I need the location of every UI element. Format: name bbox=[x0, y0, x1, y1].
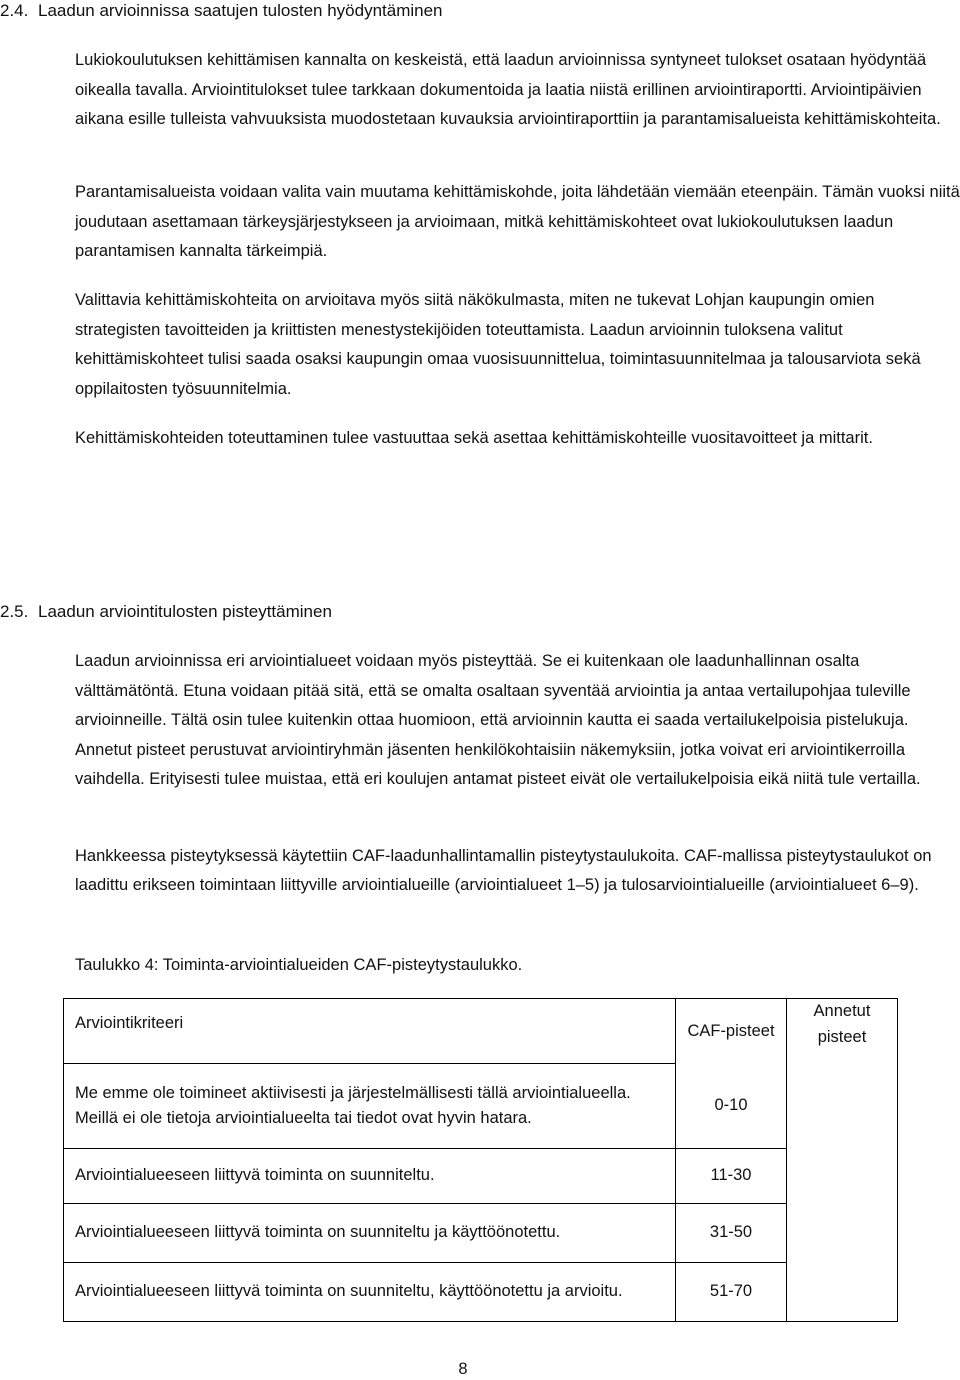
section-2-5-title: Laadun arviointitulosten pisteyttäminen bbox=[38, 602, 332, 621]
row-points: 0-10 bbox=[676, 1064, 787, 1149]
section-2-4-heading bbox=[0, 0, 443, 22]
caf-scoring-table bbox=[63, 998, 898, 1322]
paragraph-scoring: Laadun arvioinnissa eri arviointialueet voidaan myös pisteyttää. Se ei kuitenkaan ole laadunhallinnan osalta välttämätöntä. Etuna voidaan pitää sitä, että se omalta osaltaan syventää arviointia ja antaa vertailupohjaa tuleville arvioinneille. Tältä osin tulee kuitenkin ottaa huomioon, että arvioinnin kautta ei saada vertailukelpoisia pistelukuja. Annetut pisteet perustuvat arviointiryhmän jäsenten henkilökohtaisiin näkemyksiin, jotka voivat eri arviointikerroilla vaihdella. Erityisesti tulee muistaa, että eri koulujen antamat pisteet eivät ole vertailukelpoisia eikä niitä tule vertailla. bbox=[75, 652, 921, 788]
paragraph-improvement-areas: Parantamisalueista voidaan valita vain muutama kehittämiskohde, joita lähdetään viemään eteenpäin. Tämän vuoksi niitä joudutaan asettamaan tärkeysjärjestykseen ja arvioimaan, mitkä kehittämiskohteet ovat lukiokoulutuksen laadun parantamisen kannalta tärkeimpiä. bbox=[75, 183, 960, 260]
section-2-5-heading bbox=[0, 601, 332, 623]
table-row bbox=[64, 1064, 898, 1149]
row-criteria: Arviointialueeseen liittyvä toiminta on suunniteltu ja käyttöönotettu. bbox=[64, 1204, 676, 1263]
row-points: 31-50 bbox=[676, 1204, 787, 1263]
section-2-5-number: 2.5. bbox=[0, 602, 29, 621]
row-points: 11-30 bbox=[676, 1149, 787, 1204]
header-given-points: Annetut pisteet bbox=[787, 999, 898, 1322]
paragraph-results-utilization: Lukiokoulutuksen kehittämisen kannalta on keskeistä, että laadun arvioinnissa syntyneet tulokset osataan hyödyntää oikealla tavalla. Arviointitulokset tulee tarkkaan dokumentoida ja laatia niistä erillinen arviointiraportti. Arviointipäivien aikana esille tulleista vahvuuksista muodostetaan kuvauksia arviointiraporttiin ja parantamisalueista kehittämiskohteita. bbox=[75, 51, 941, 128]
row-criteria: Me emme ole toimineet aktiivisesti ja järjestelmällisesti tällä arviointialueella. Meillä ei ole tietoja arviointialueelta tai tiedot ovat hyvin hatara. bbox=[64, 1064, 676, 1149]
header-criteria: Arviointikriteeri bbox=[64, 999, 676, 1064]
paragraph-caf-tables: Hankkeessa pisteytyksessä käytettiin CAF-laadunhallintamallin pisteytystaulukoita. CAF-mallissa pisteytystaulukot on laadittu erikseen toimintaan liittyville arviointialueille (arviointialueet 1–5) ja tulosarviointialueille (arviointialueet 6–9). bbox=[75, 847, 932, 894]
page-number: 8 bbox=[458, 1360, 468, 1378]
section-2-4-number: 2.4. bbox=[0, 1, 29, 20]
row-points: 51-70 bbox=[676, 1263, 787, 1322]
row-criteria: Arviointialueeseen liittyvä toiminta on suunniteltu. bbox=[64, 1149, 676, 1204]
table-row bbox=[64, 1149, 898, 1204]
paragraph-responsibility: Kehittämiskohteiden toteuttaminen tulee vastuuttaa sekä asettaa kehittämiskohteille vuositavoitteet ja mittarit. bbox=[75, 429, 873, 447]
section-2-4-title: Laadun arvioinnissa saatujen tulosten hyödyntäminen bbox=[38, 1, 443, 20]
table-caption: Taulukko 4: Toiminta-arviointialueiden CAF-pisteytystaulukko. bbox=[75, 956, 523, 974]
paragraph-strategic-goals: Valittavia kehittämiskohteita on arvioitava myös siitä näkökulmasta, miten ne tukevat Lohjan kaupungin omien strategisten tavoitteiden ja kriittisten menestystekijöiden toteuttamista. Laadun arvioinnin tuloksena valitut kehittämiskohteet tulisi saada osaksi kaupungin omaa vuosisuunnittelua, toimintasuunnitelmaa ja talousarviota sekä oppilaitosten työsuunnitelmia. bbox=[75, 291, 921, 398]
table-row bbox=[64, 1204, 898, 1263]
header-caf-points: CAF-pisteet bbox=[676, 999, 787, 1064]
table-header-row bbox=[64, 999, 898, 1064]
row-criteria: Arviointialueeseen liittyvä toiminta on suunniteltu, käyttöönotettu ja arvioitu. bbox=[64, 1263, 676, 1322]
table-row bbox=[64, 1263, 898, 1322]
